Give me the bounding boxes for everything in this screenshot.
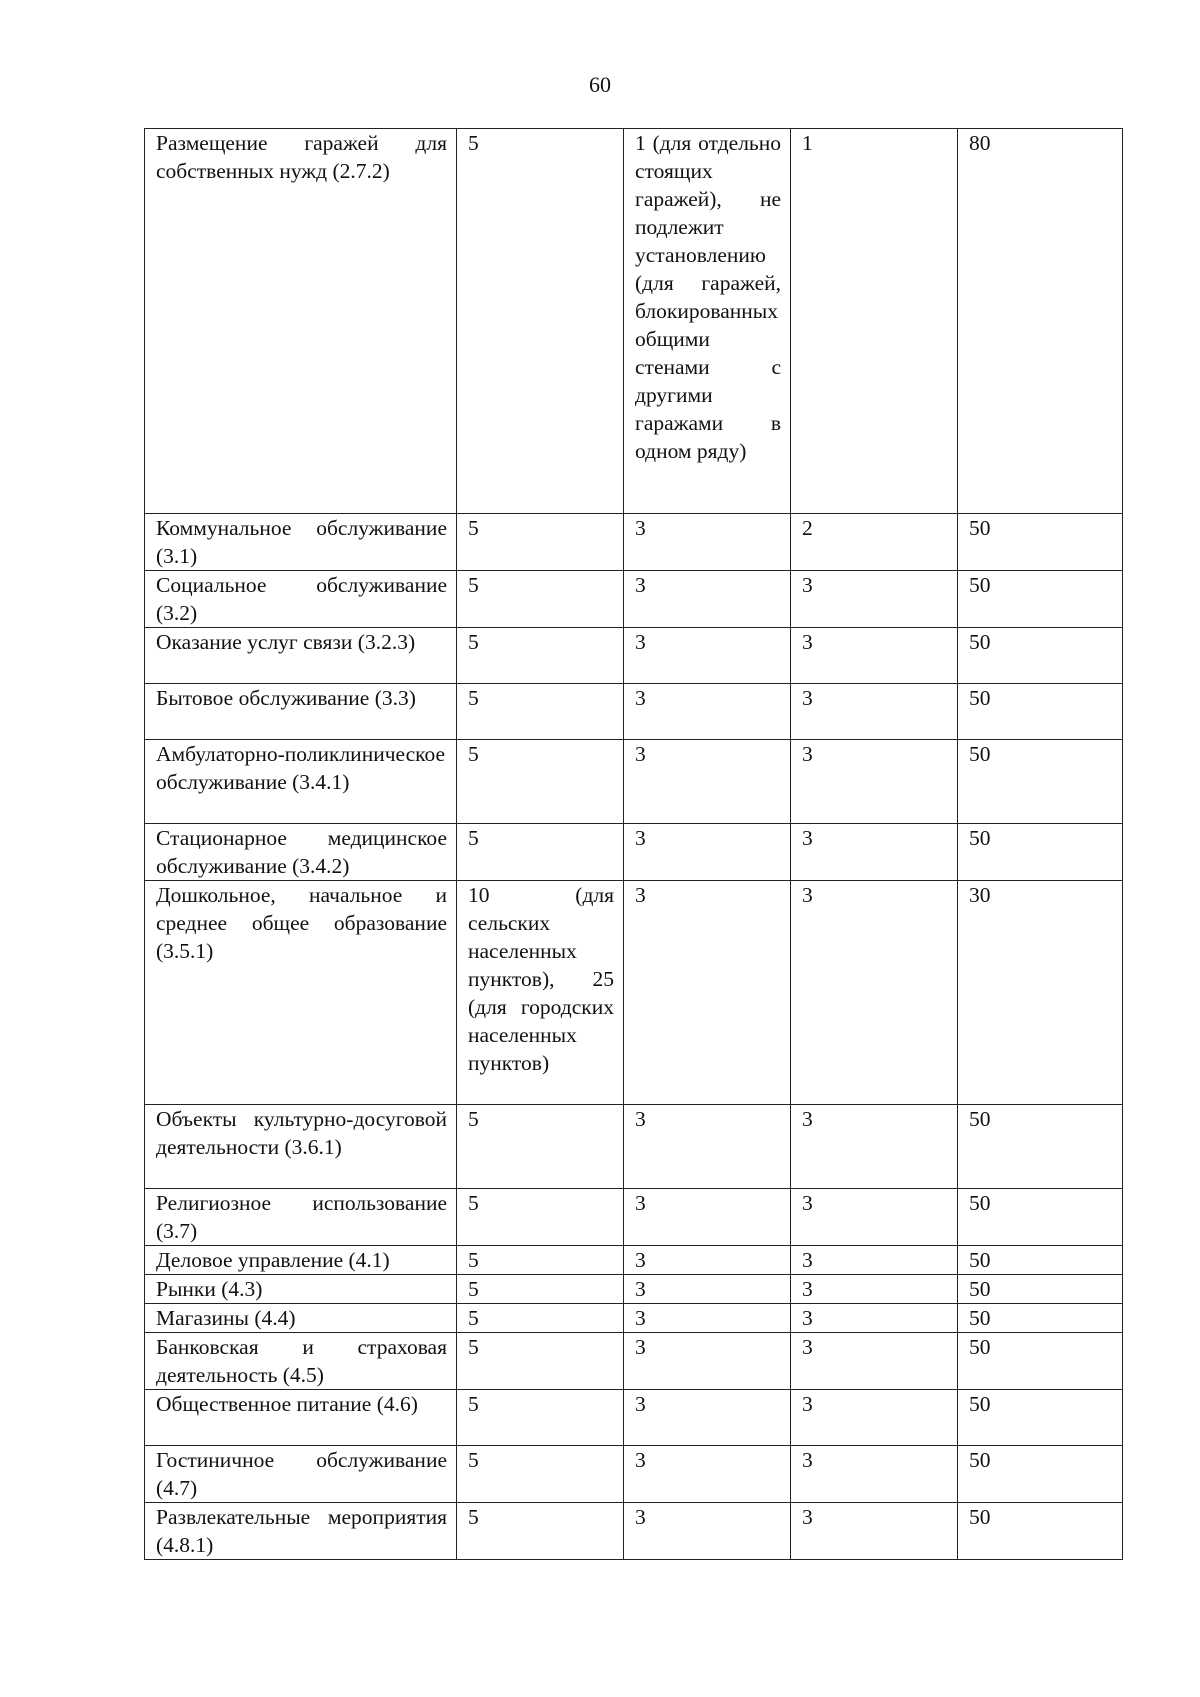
value-cell-col5: 50 (958, 514, 1123, 571)
table-row (145, 129, 1123, 514)
value-cell-col2: 5 (457, 129, 624, 514)
value-cell-col3: 1 (для отдельно стоящих гаражей), не подлежит установлению (для гаражей, блокированных общими стенами с другими гаражами в одном ряду) (624, 129, 791, 514)
land-use-type-cell: Магазины (4.4) (145, 1304, 457, 1333)
table-row (145, 514, 1123, 571)
value-cell-col2: 5 (457, 1189, 624, 1246)
value-cell-col4: 3 (791, 881, 958, 1105)
value-cell-col3: 3 (624, 1333, 791, 1390)
value-cell-col2: 5 (457, 628, 624, 684)
land-use-type-cell: Бытовое обслуживание (3.3) (145, 684, 457, 740)
value-cell-col4: 3 (791, 1390, 958, 1446)
value-cell-col4: 3 (791, 1446, 958, 1503)
land-use-type-cell: Коммунальное обслуживание (3.1) (145, 514, 457, 571)
table-row (145, 1246, 1123, 1275)
value-cell-col2: 5 (457, 1446, 624, 1503)
value-cell-col2: 5 (457, 1304, 624, 1333)
table-row (145, 1446, 1123, 1503)
value-cell-col3: 3 (624, 684, 791, 740)
value-cell-col4: 3 (791, 628, 958, 684)
land-use-type-cell: Развлекательные мероприятия (4.8.1) (145, 1503, 457, 1560)
value-cell-col4: 3 (791, 740, 958, 824)
value-cell-col4: 3 (791, 1105, 958, 1189)
value-cell-col3: 3 (624, 628, 791, 684)
land-use-type-cell: Банковская и страховая деятельность (4.5) (145, 1333, 457, 1390)
value-cell-col5: 50 (958, 1333, 1123, 1390)
table-row (145, 740, 1123, 824)
value-cell-col3: 3 (624, 1246, 791, 1275)
value-cell-col3: 3 (624, 1275, 791, 1304)
value-cell-col2: 5 (457, 1105, 624, 1189)
value-cell-col5: 50 (958, 1105, 1123, 1189)
page-number: 60 (589, 72, 611, 97)
value-cell-col5: 50 (958, 1390, 1123, 1446)
value-cell-col2: 5 (457, 1246, 624, 1275)
land-use-type-cell: Деловое управление (4.1) (145, 1246, 457, 1275)
land-use-type-cell: Амбулаторно-поликлиническое обслуживание (3.4.1) (145, 740, 457, 824)
value-cell-col4: 3 (791, 1503, 958, 1560)
land-use-type-cell: Дошкольное, начальное и среднее общее образование (3.5.1) (145, 881, 457, 1105)
land-use-type-cell: Религиозное использование (3.7) (145, 1189, 457, 1246)
land-use-type-cell: Рынки (4.3) (145, 1275, 457, 1304)
value-cell-col5: 50 (958, 740, 1123, 824)
value-cell-col3: 3 (624, 1189, 791, 1246)
land-use-parameters-table (144, 128, 1123, 1560)
value-cell-col5: 50 (958, 1189, 1123, 1246)
land-use-type-cell: Оказание услуг связи (3.2.3) (145, 628, 457, 684)
value-cell-col4: 3 (791, 824, 958, 881)
value-cell-col3: 3 (624, 1304, 791, 1333)
table-row (145, 1333, 1123, 1390)
value-cell-col3: 3 (624, 1390, 791, 1446)
value-cell-col2: 5 (457, 740, 624, 824)
value-cell-col5: 50 (958, 1246, 1123, 1275)
table-row (145, 824, 1123, 881)
value-cell-col3: 3 (624, 740, 791, 824)
value-cell-col4: 3 (791, 1333, 958, 1390)
value-cell-col3: 3 (624, 571, 791, 628)
table-row (145, 571, 1123, 628)
land-use-type-cell: Гостиничное обслуживание (4.7) (145, 1446, 457, 1503)
value-cell-col2: 5 (457, 1275, 624, 1304)
land-use-type-cell: Размещение гаражей для собственных нужд (2.7.2) (145, 129, 457, 514)
land-use-type-cell: Общественное питание (4.6) (145, 1390, 457, 1446)
value-cell-col4: 3 (791, 571, 958, 628)
value-cell-col2: 5 (457, 1390, 624, 1446)
value-cell-col4: 3 (791, 1275, 958, 1304)
value-cell-col5: 50 (958, 684, 1123, 740)
value-cell-col4: 2 (791, 514, 958, 571)
value-cell-col2: 10 (для сельских населенных пунктов), 25 (для городских населенных пунктов) (457, 881, 624, 1105)
land-use-type-cell: Стационарное медицинское обслуживание (3.4.2) (145, 824, 457, 881)
value-cell-col5: 80 (958, 129, 1123, 514)
table-row (145, 1503, 1123, 1560)
table-row (145, 881, 1123, 1105)
land-use-type-cell: Социальное обслуживание (3.2) (145, 571, 457, 628)
value-cell-col2: 5 (457, 514, 624, 571)
value-cell-col2: 5 (457, 571, 624, 628)
value-cell-col4: 3 (791, 1246, 958, 1275)
value-cell-col5: 30 (958, 881, 1123, 1105)
table-row (145, 1390, 1123, 1446)
value-cell-col2: 5 (457, 824, 624, 881)
table-row (145, 1275, 1123, 1304)
value-cell-col5: 50 (958, 1446, 1123, 1503)
value-cell-col4: 3 (791, 684, 958, 740)
table-row (145, 628, 1123, 684)
value-cell-col4: 3 (791, 1304, 958, 1333)
value-cell-col5: 50 (958, 1503, 1123, 1560)
value-cell-col2: 5 (457, 684, 624, 740)
value-cell-col2: 5 (457, 1503, 624, 1560)
table-row (145, 684, 1123, 740)
table-row (145, 1304, 1123, 1333)
value-cell-col3: 3 (624, 1503, 791, 1560)
table-row (145, 1189, 1123, 1246)
land-use-type-cell: Объекты культурно-досуговой деятельности (3.6.1) (145, 1105, 457, 1189)
value-cell-col4: 1 (791, 129, 958, 514)
value-cell-col3: 3 (624, 514, 791, 571)
value-cell-col2: 5 (457, 1333, 624, 1390)
value-cell-col5: 50 (958, 628, 1123, 684)
value-cell-col5: 50 (958, 1275, 1123, 1304)
value-cell-col3: 3 (624, 824, 791, 881)
value-cell-col5: 50 (958, 824, 1123, 881)
value-cell-col3: 3 (624, 1105, 791, 1189)
value-cell-col3: 3 (624, 881, 791, 1105)
table-body (145, 129, 1123, 1560)
value-cell-col5: 50 (958, 571, 1123, 628)
value-cell-col4: 3 (791, 1189, 958, 1246)
value-cell-col3: 3 (624, 1446, 791, 1503)
value-cell-col5: 50 (958, 1304, 1123, 1333)
table-row (145, 1105, 1123, 1189)
